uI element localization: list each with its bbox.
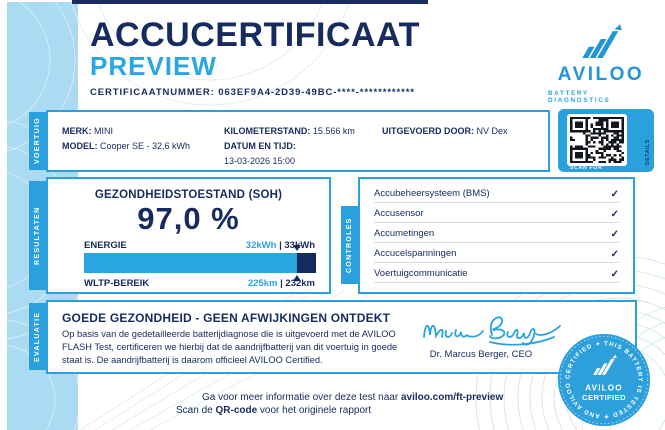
certified-badge <box>556 332 652 428</box>
check-icon: ✓ <box>610 249 619 261</box>
energy-bar-cap <box>297 253 316 273</box>
tester-value: NV Dex <box>476 126 508 136</box>
certificate-number-value: 063EF9A4-2D39-49BC-****-************ <box>218 87 415 98</box>
tab-evaluatie: EVALUATIE <box>29 303 46 370</box>
qr-code <box>567 114 627 166</box>
vehicle-box <box>46 110 550 172</box>
model-value: Cooper SE - 32,6 kWh <box>100 141 191 151</box>
control-row <box>374 268 619 283</box>
certificate-number-label: CERTIFICAATNUMMER: <box>90 87 215 98</box>
footer-line2-bold: QR-code <box>215 405 258 416</box>
merk-label: MERK: <box>62 126 92 136</box>
evaluation-body: Op basis van de gedetailleerde batterijdiagnose die is uitgevoerd met de AVILOO FLASH Test, certificeren we hierbij dat de aandrijfbatterij van dit voertuig in goede staat is. De aandrijfbatterij is daarom officieel AVILOO Certified. <box>62 329 398 365</box>
energy-values <box>246 240 315 251</box>
control-label: Accucelspanningen <box>374 248 457 260</box>
datetime-value: 13-03-2026 15:00 <box>224 156 296 166</box>
badge-brand: AVILOO <box>585 383 623 393</box>
energy-bar <box>84 253 316 273</box>
tester-label: UITGEVOERD DOOR: <box>382 126 475 136</box>
tab-resultaten: RESULTATEN <box>29 181 46 290</box>
check-icon: ✓ <box>610 228 619 240</box>
signature <box>420 309 570 349</box>
merk-value: MINI <box>94 126 114 136</box>
brand-name: AVILOO <box>557 64 645 85</box>
tab-voertuig: VOERTUIG <box>29 112 46 170</box>
soh-value: 97,0 % <box>137 201 240 236</box>
signature-name: Dr. Marcus Berger, CEO <box>429 349 533 360</box>
energy-bar-fill <box>84 253 297 273</box>
control-row <box>374 188 619 203</box>
footer-line2-suffix: voor het originele rapport <box>257 405 372 416</box>
badge-label: CERTIFIED <box>582 393 626 403</box>
km-value: 15.566 km <box>312 126 355 136</box>
control-label: Voertuigcommunicatie <box>374 268 468 280</box>
badge-ring-text: THIS BATTERY IS TESTED ✦ AND AVILOO CERTIFIED ✦ <box>564 340 644 420</box>
footer-line2 <box>176 405 371 416</box>
range-max: 232km <box>285 278 315 289</box>
check-icon: ✓ <box>610 188 619 200</box>
vehicle-km-datetime <box>224 124 355 169</box>
check-icon: ✓ <box>610 269 619 281</box>
marker-down-icon <box>293 245 301 251</box>
aviloo-logo-icon <box>578 22 624 62</box>
range-current: 225km <box>247 278 278 289</box>
footer-line2-prefix: Scan de <box>176 405 216 416</box>
energy-sep: | <box>279 240 282 251</box>
aviloo-logo <box>548 22 654 104</box>
energy-label: ENERGIE <box>84 240 127 251</box>
tab-controles: CONTROLES <box>341 206 358 284</box>
control-row <box>374 208 619 223</box>
control-row <box>374 228 619 243</box>
control-label: Accubeheersysteem (BMS) <box>374 187 490 199</box>
check-icon: ✓ <box>610 208 619 220</box>
qr-scan-label: SCAN FOR <box>570 165 603 171</box>
footer-line1 <box>202 392 503 403</box>
km-label: KILOMETERSTAND: <box>224 126 311 136</box>
footer-line1-text: Ga voor meer informatie over deze test naar <box>202 392 401 403</box>
controls-box <box>358 177 635 294</box>
page-title: ACCUCERTIFICAAT <box>90 16 420 54</box>
preview-label: PREVIEW <box>90 51 217 81</box>
range-values <box>248 278 315 289</box>
qr-details-label: DETAILS <box>645 139 651 165</box>
vehicle-tester <box>382 124 508 139</box>
datetime-label: DATUM EN TIJD: <box>224 141 296 151</box>
model-label: MODEL: <box>62 141 98 151</box>
soh-title: GEZONDHEIDSTOESTAND (SOH) <box>94 189 283 201</box>
brand-tagline: BATTERY DIAGNOSTICS <box>548 90 611 104</box>
footer-link[interactable]: aviloo.com/ft-preview <box>400 392 504 403</box>
control-label: Accusensor <box>374 207 424 219</box>
evaluation-box <box>46 300 637 374</box>
evaluation-title: GOEDE GEZONDHEID - GEEN AFWIJKINGEN ONTDEKT <box>62 311 391 325</box>
energy-max: 33kWh <box>284 240 315 251</box>
range-label: WLTP-BEREIK <box>84 278 150 289</box>
vehicle-merk <box>62 124 190 154</box>
results-box <box>46 177 331 294</box>
control-row <box>374 248 619 263</box>
certificate-number <box>90 87 415 98</box>
range-sep: | <box>280 278 283 289</box>
energy-current: 32kWh <box>245 240 277 251</box>
qr-box <box>558 109 654 172</box>
control-label: Accumetingen <box>374 227 435 239</box>
